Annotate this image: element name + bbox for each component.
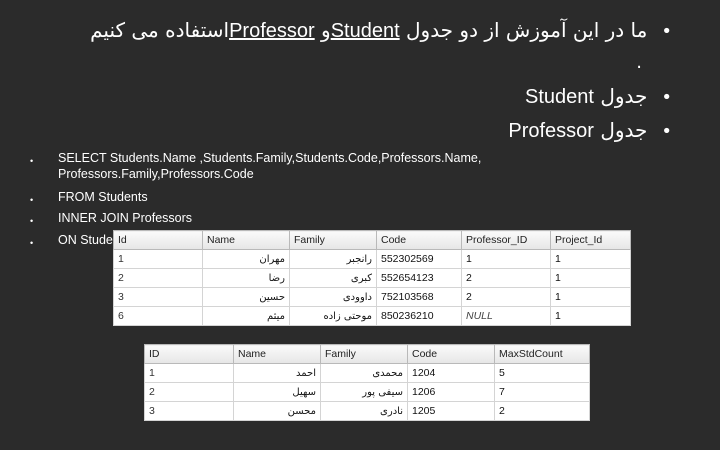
bullet-word: جدول — [600, 84, 648, 108]
intro-professor: Professor — [229, 20, 315, 42]
sql-line — [30, 150, 481, 182]
table-cell[interactable]: میثم — [203, 307, 290, 326]
table-row[interactable] — [114, 269, 631, 288]
bullet-icon: • — [661, 87, 672, 108]
table-cell[interactable]: 2 — [462, 269, 551, 288]
table-cell[interactable]: 2 — [462, 288, 551, 307]
bullet-word: جدول — [600, 118, 648, 142]
sql-text: ON Stude — [58, 233, 113, 247]
table-cell[interactable]: محمدی — [321, 364, 408, 383]
bullet-icon: • — [661, 121, 672, 142]
table-row[interactable] — [145, 364, 590, 383]
column-header[interactable]: ID — [145, 345, 234, 364]
table-cell[interactable]: 1 — [551, 307, 631, 326]
table-cell-null[interactable]: NULL — [462, 307, 551, 326]
table-row[interactable] — [114, 250, 631, 269]
table-row[interactable] — [114, 307, 631, 326]
bullet-icon: • — [30, 216, 34, 226]
intro-end: استفاده می کنیم — [90, 18, 230, 42]
table-cell[interactable]: کبری — [290, 269, 377, 288]
table-row[interactable] — [145, 383, 590, 402]
table-cell[interactable]: 5 — [495, 364, 590, 383]
sql-text: Professors.Family,Professors.Code — [58, 167, 254, 181]
table-cell[interactable]: 1 — [551, 288, 631, 307]
table-cell[interactable]: 1206 — [408, 383, 495, 402]
sql-text: INNER JOIN Professors — [58, 211, 193, 225]
table-row[interactable] — [145, 402, 590, 421]
bullet-name: Professor — [508, 120, 594, 142]
intro-student: Student — [330, 20, 400, 42]
column-header[interactable]: Family — [321, 345, 408, 364]
table-cell[interactable]: نادری — [321, 402, 408, 421]
bullet-icon: • — [30, 238, 34, 248]
table-header-row — [114, 231, 631, 250]
column-header[interactable]: Code — [408, 345, 495, 364]
table-cell[interactable]: 2 — [114, 269, 203, 288]
table-cell[interactable]: رانجبر — [290, 250, 377, 269]
table-cell[interactable]: 850236210 — [377, 307, 462, 326]
intro-line — [90, 18, 672, 44]
table-cell[interactable]: رضا — [203, 269, 290, 288]
bullet-icon: • — [30, 156, 34, 166]
column-header[interactable]: Family — [290, 231, 377, 250]
table-header-row — [145, 345, 590, 364]
table-cell[interactable]: 3 — [114, 288, 203, 307]
column-header[interactable]: Id — [114, 231, 203, 250]
table-cell[interactable]: 2 — [495, 402, 590, 421]
sql-line — [30, 232, 113, 248]
table-cell[interactable]: 6 — [114, 307, 203, 326]
table-cell[interactable]: 1 — [462, 250, 551, 269]
table-cell[interactable]: محسن — [234, 402, 321, 421]
bullet-student — [525, 84, 672, 110]
table-cell[interactable]: سهیل — [234, 383, 321, 402]
table-cell[interactable]: 752103568 — [377, 288, 462, 307]
table-cell[interactable]: 1 — [145, 364, 234, 383]
column-header[interactable]: Name — [203, 231, 290, 250]
table-cell[interactable]: داوودی — [290, 288, 377, 307]
sql-text: FROM Students — [58, 190, 148, 204]
table-cell[interactable]: احمد — [234, 364, 321, 383]
table-cell[interactable]: 1205 — [408, 402, 495, 421]
bullet-icon: • — [30, 195, 34, 205]
table-cell[interactable]: 1 — [551, 250, 631, 269]
column-header[interactable]: MaxStdCount — [495, 345, 590, 364]
column-header[interactable]: Name — [234, 345, 321, 364]
students-table — [113, 230, 631, 326]
column-header[interactable]: Professor_ID — [462, 231, 551, 250]
table-cell[interactable]: سیفی پور — [321, 383, 408, 402]
table-cell[interactable]: 1204 — [408, 364, 495, 383]
column-header[interactable]: Code — [377, 231, 462, 250]
sql-text: SELECT Students.Name ,Students.Family,Students.Code,Professors.Name, — [58, 151, 482, 165]
sql-line — [30, 210, 192, 226]
table-cell[interactable]: 2 — [145, 383, 234, 402]
table-cell[interactable]: 552302569 — [377, 250, 462, 269]
column-header[interactable]: Project_Id — [551, 231, 631, 250]
table-cell[interactable]: 7 — [495, 383, 590, 402]
table-cell[interactable]: 1 — [551, 269, 631, 288]
bullet-name: Student — [525, 86, 594, 108]
professors-table — [144, 344, 590, 421]
sql-line — [30, 189, 148, 205]
table-cell[interactable]: 552654123 — [377, 269, 462, 288]
table-cell[interactable]: حسین — [203, 288, 290, 307]
table-cell[interactable]: 1 — [114, 250, 203, 269]
table-cell[interactable]: موحتی زاده — [290, 307, 377, 326]
table-row[interactable] — [114, 288, 631, 307]
bullet-icon: • — [661, 21, 672, 42]
bullet-professor — [508, 118, 672, 144]
intro-dot: . — [636, 52, 642, 73]
intro-and: و — [314, 18, 331, 42]
table-cell[interactable]: مهران — [203, 250, 290, 269]
intro-text: ما در این آموزش از دو جدول — [399, 18, 648, 42]
table-cell[interactable]: 3 — [145, 402, 234, 421]
